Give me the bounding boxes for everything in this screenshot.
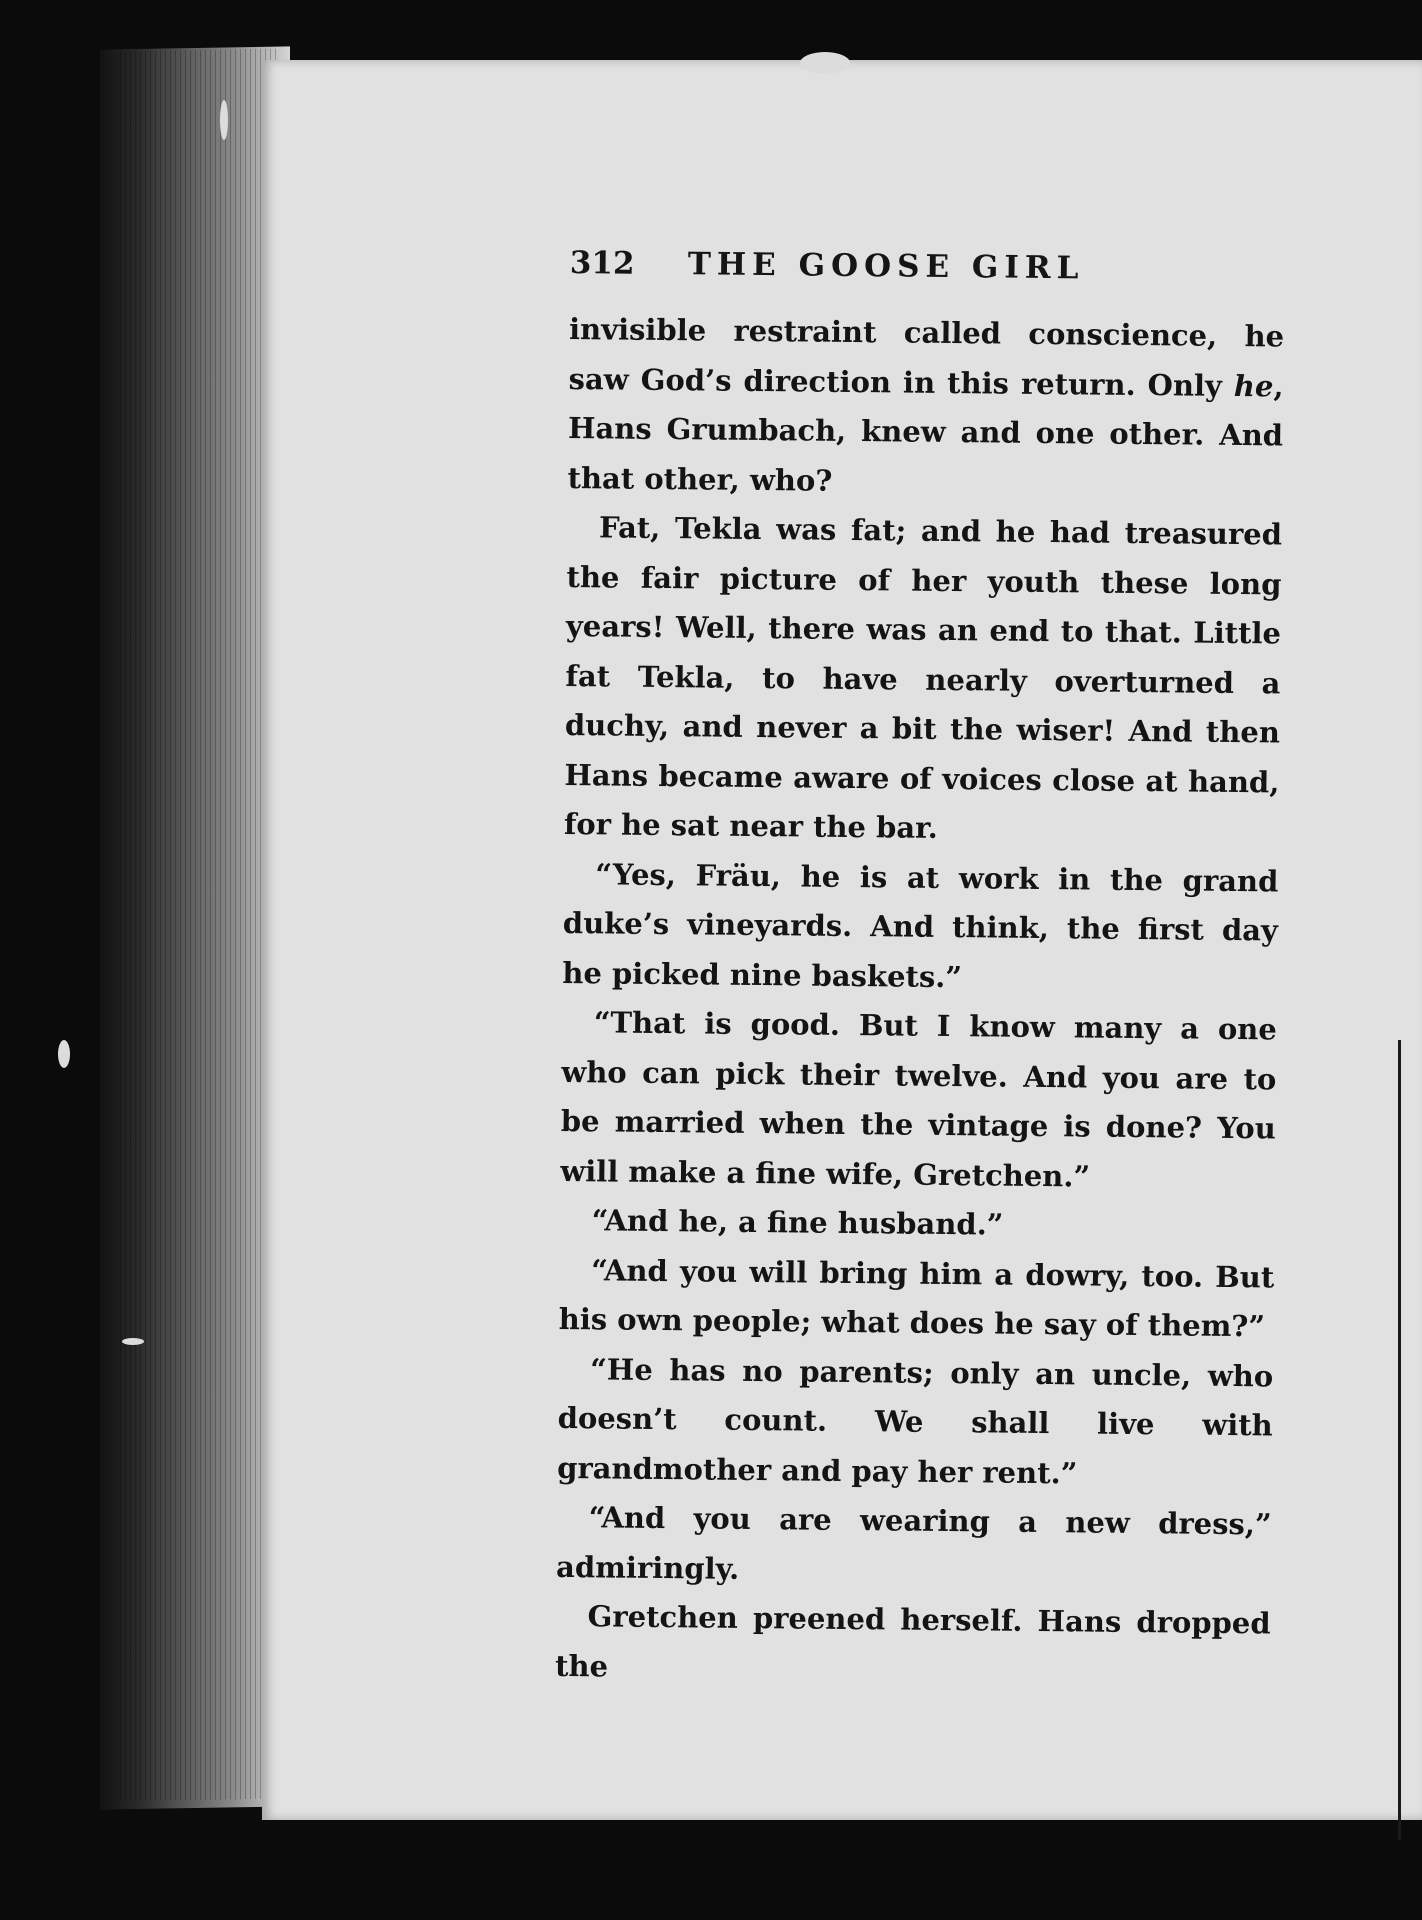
paragraph: “And you will bring him a dowry, too. But his own people; what does he say of them?”: [558, 1252, 1275, 1344]
paper-speck: [800, 52, 850, 74]
paragraph-text: invisible restraint called conscience, he saw God’s direction in this return. Only: [568, 311, 1285, 403]
page-number: 312: [569, 245, 635, 282]
paragraph-text: , Hans Grumbach, knew and one other. And that other, who?: [567, 368, 1284, 498]
page-edge-texture: [120, 49, 280, 1802]
paragraph: “That is good. But I know many a one who can pick their twelve. And you are to be married when the vintage is done? You will make a fine wife, Gretchen.”: [560, 1005, 1278, 1193]
paragraph: “And he, a fine husband.”: [591, 1203, 1004, 1242]
page-header: [569, 245, 1285, 312]
paragraph: Fat, Tekla was fat; and he had treasured the fair picture of her youth these long years! Well, there was an end to that. Little fat Tekla, to have nearly overturned a duchy, and never a bit the wiser! And then Hans became aware of voices close at hand, for he sat near the bar.: [563, 510, 1283, 845]
paragraph: [567, 305, 1284, 510]
paragraph-italic-text: he: [1233, 368, 1274, 403]
running-title: THE GOOSE GIRL: [687, 246, 1085, 287]
page-text: [555, 245, 1285, 1698]
paragraph: “And you are wearing a new dress,” admiringly.: [555, 1500, 1272, 1586]
paper-speck: [58, 1040, 70, 1068]
page-gutter-line: [1398, 1040, 1401, 1840]
paragraph: “Yes, Fräu, he is at work in the grand duke’s vineyards. And think, the first day he picked nine baskets.”: [562, 856, 1279, 994]
paragraph: Gretchen preened herself. Hans dropped the: [554, 1599, 1271, 1683]
paper-speck: [220, 100, 228, 140]
paper-speck: [122, 1338, 144, 1345]
paragraph: “He has no parents; only an uncle, who doesn’t count. We shall live with grandmother and pay her rent.”: [557, 1351, 1274, 1490]
